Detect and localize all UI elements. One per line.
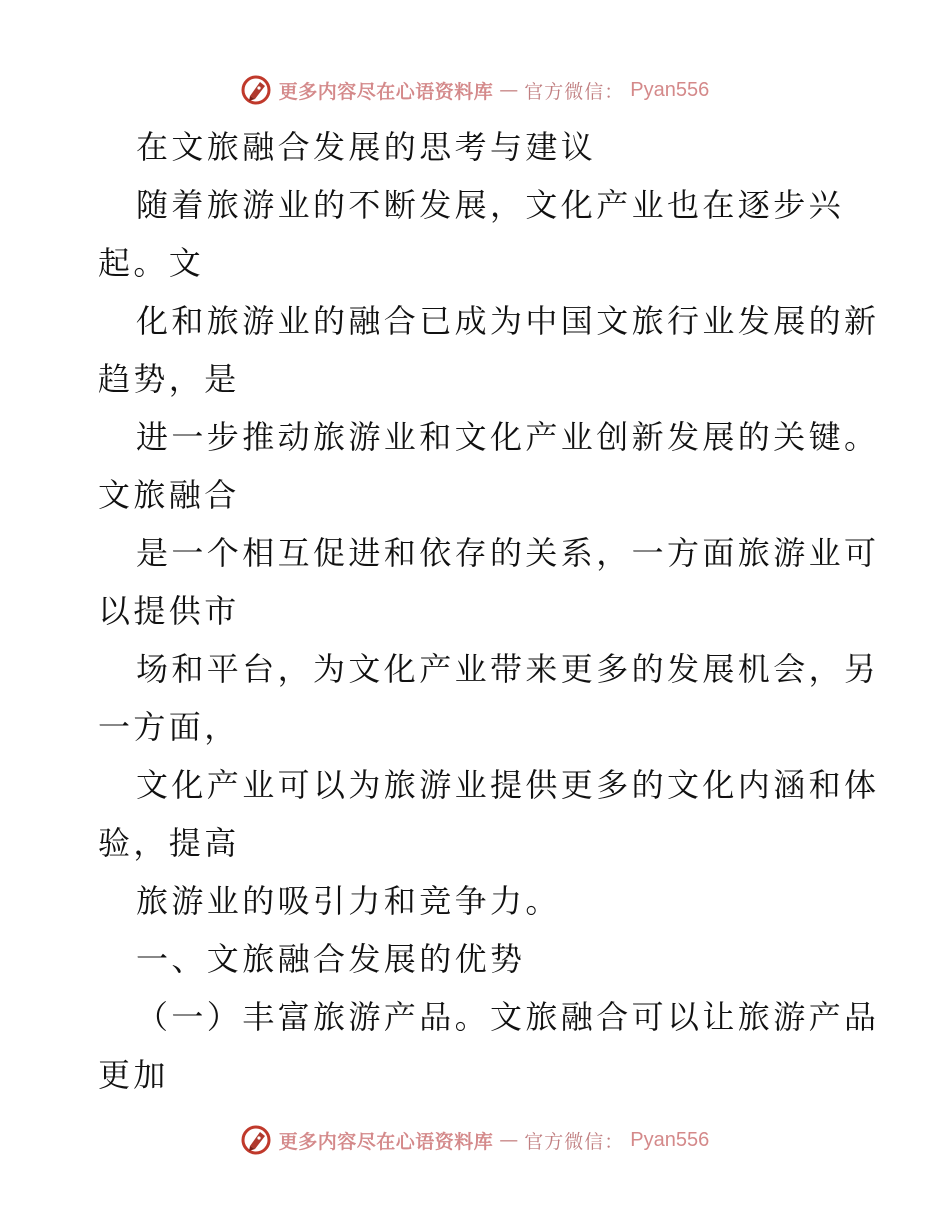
text-line: 随着旅游业的不断发展，文化产业也在逐步兴 (136, 186, 845, 224)
section-heading: 一、文旅融合发展的优势 (136, 940, 526, 978)
watermark-wechat-id: Pyan556 (630, 78, 710, 101)
text-line: 验，提高 (98, 824, 240, 862)
text-line: 更加 (98, 1056, 169, 1094)
text-line: 一方面， (98, 708, 240, 746)
watermark-separator: — (499, 79, 519, 101)
pen-nib-logo-icon (241, 74, 273, 106)
text-line: 文旅融合 (98, 476, 240, 514)
text-line: 是一个相互促进和依存的关系，一方面旅游业可 (136, 534, 880, 572)
pen-nib-logo-icon (241, 1124, 273, 1156)
watermark-text: 更多内容尽在心语资料库 (278, 1130, 494, 1153)
text-line: 以提供市 (98, 592, 240, 630)
watermark-wechat-id: Pyan556 (630, 1128, 710, 1151)
text-line: 文化产业可以为旅游业提供更多的文化内涵和体 (136, 766, 880, 804)
document-body (98, 118, 880, 1104)
text-line: 趋势，是 (98, 360, 240, 398)
text-line: 化和旅游业的融合已成为中国文旅行业发展的新 (136, 302, 880, 340)
text-line: 起。文 (98, 244, 205, 282)
watermark-wechat-label: 官方微信： (524, 1130, 625, 1153)
watermark-wechat-label: 官方微信： (524, 80, 625, 103)
text-line: 场和平台，为文化产业带来更多的发展机会，另 (136, 650, 880, 688)
document-title: 在文旅融合发展的思考与建议 (136, 128, 597, 166)
text-line: 旅游业的吸引力和竞争力。 (136, 882, 561, 920)
subsection-heading: （一）丰富旅游产品。文旅融合可以让旅游产品 (136, 998, 880, 1036)
watermark-text: 更多内容尽在心语资料库 (278, 80, 494, 103)
header-watermark (0, 70, 950, 110)
watermark-separator: — (499, 1129, 519, 1151)
footer-watermark (0, 1120, 950, 1160)
text-line: 进一步推动旅游业和文化产业创新发展的关键。 (136, 418, 880, 456)
